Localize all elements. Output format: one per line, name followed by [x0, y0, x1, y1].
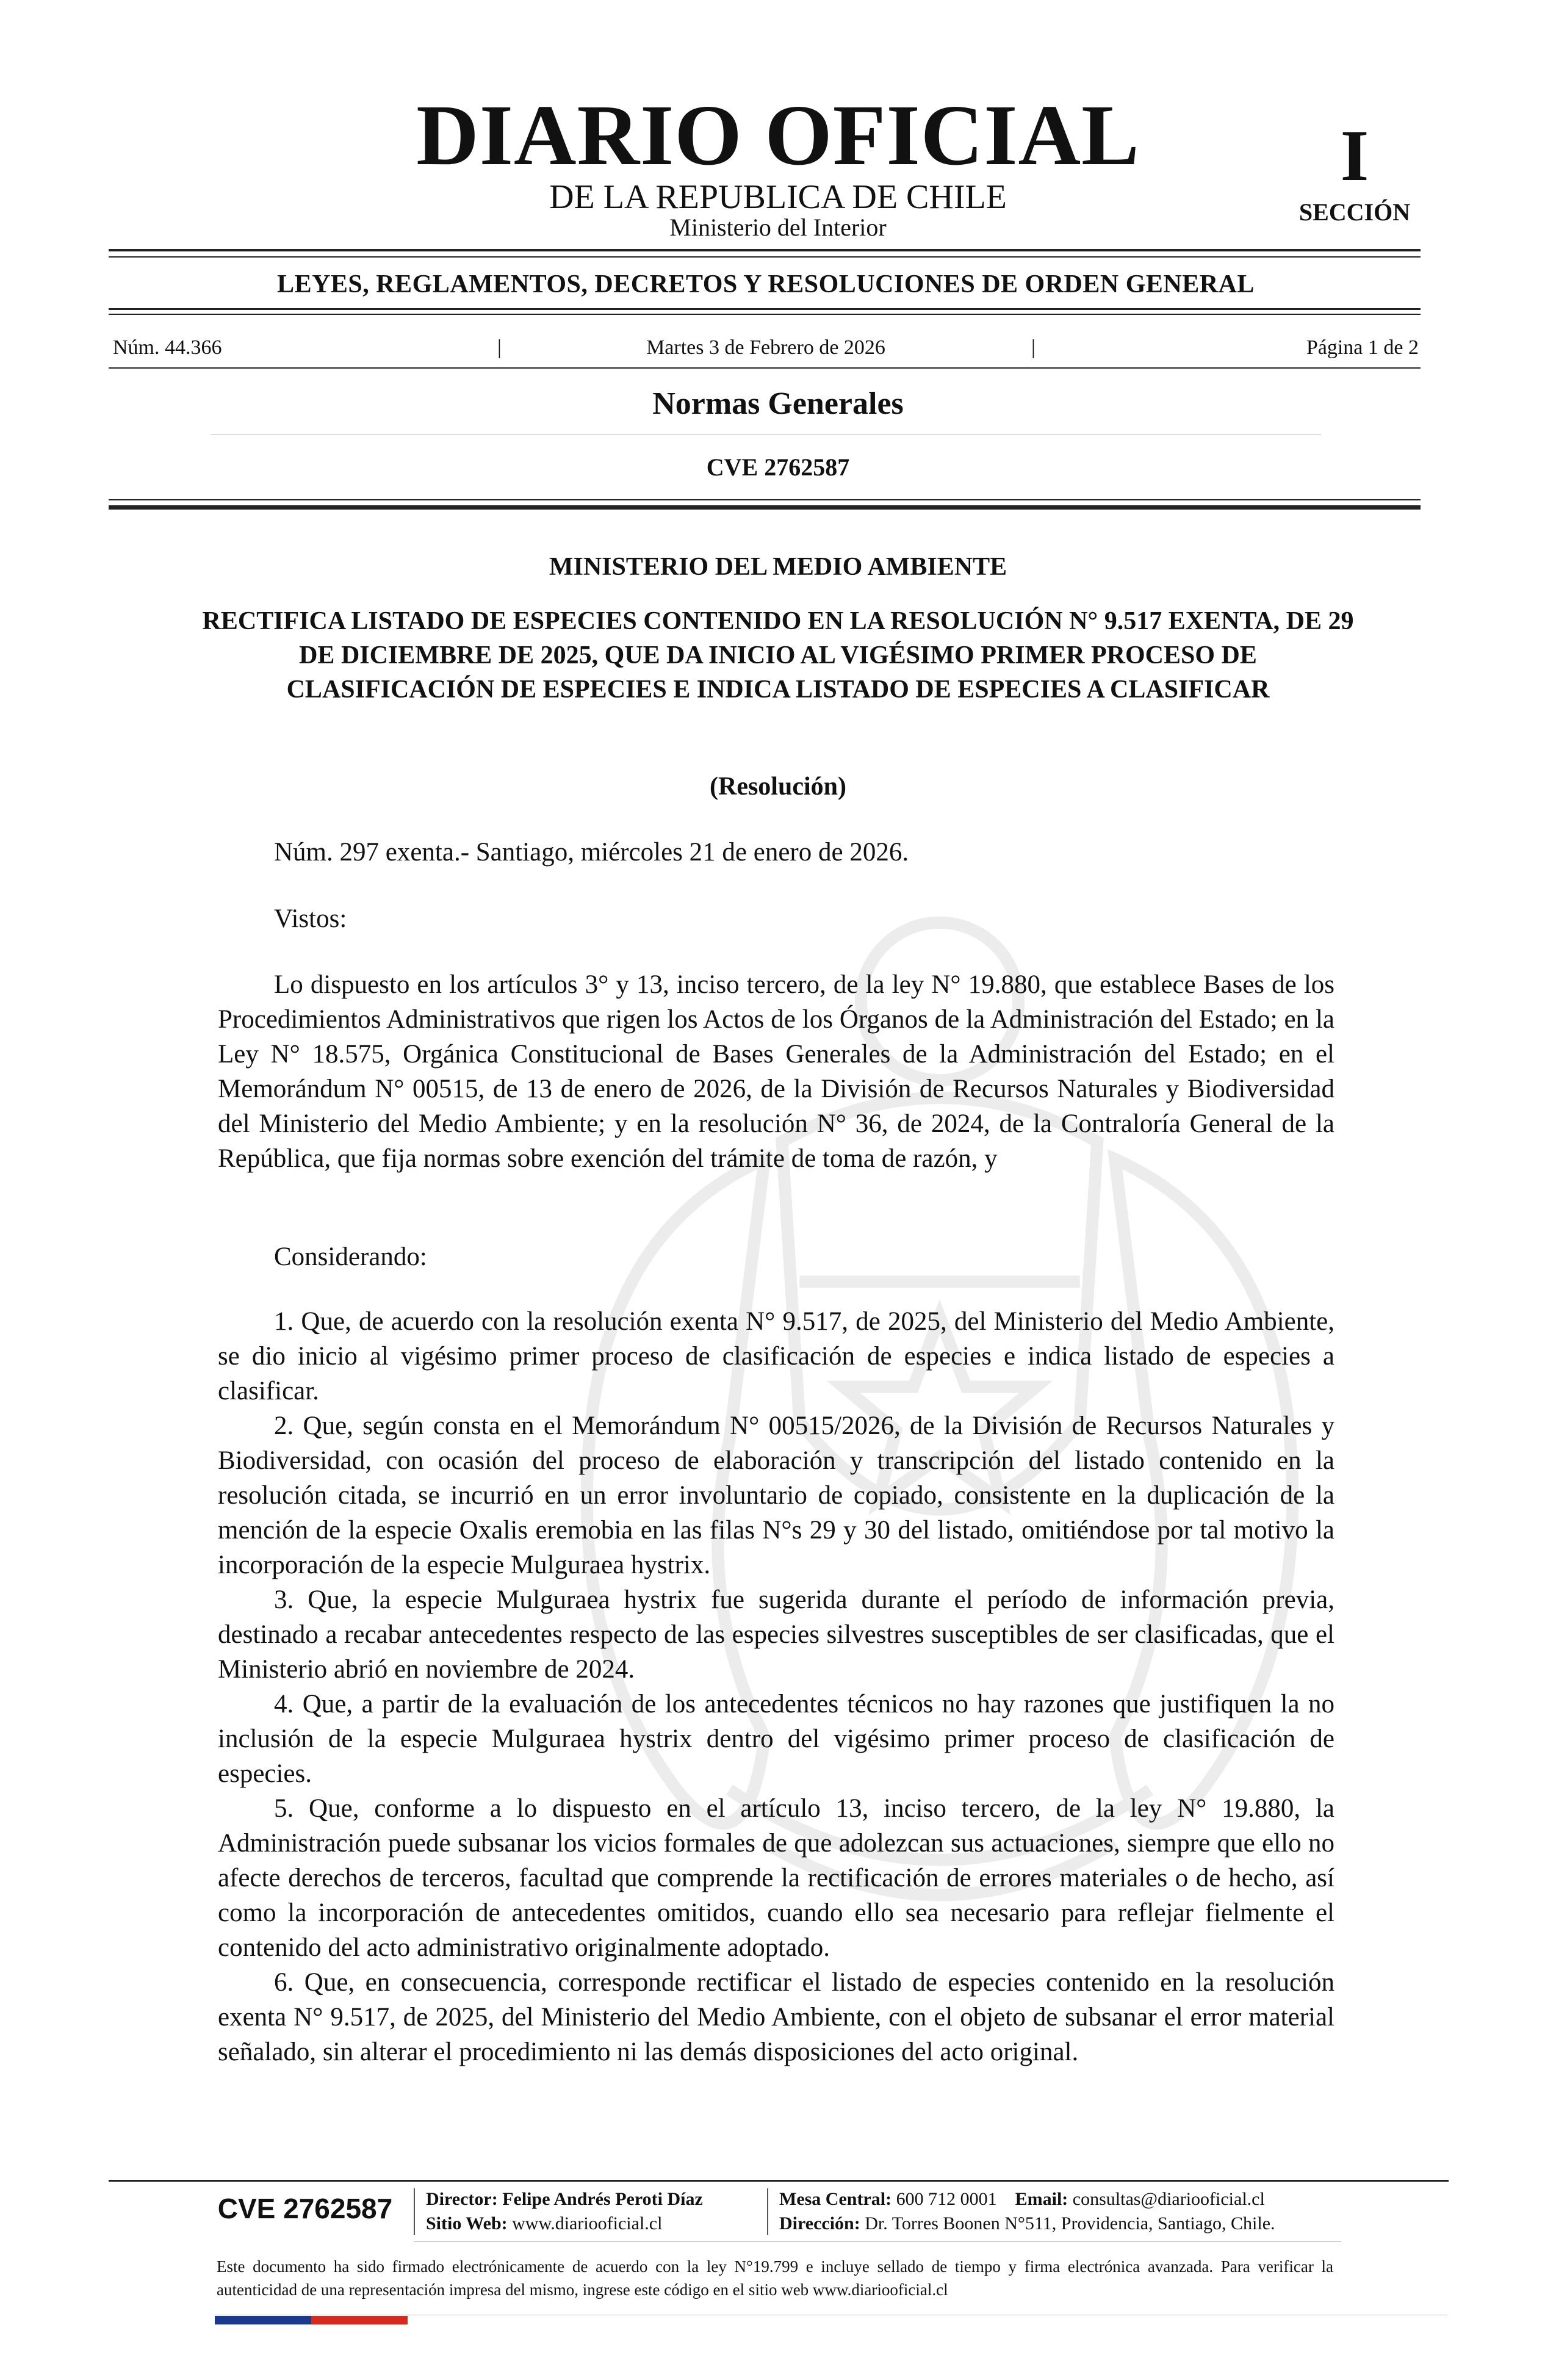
newspaper-ministry: Ministerio del Interior	[669, 214, 887, 241]
footer-contact-block	[779, 2187, 1275, 2236]
issuing-ministry: MINISTERIO DEL MEDIO AMBIENTE	[549, 553, 1007, 581]
masthead-rule-top-thin	[109, 256, 1421, 258]
footer-cve-code: CVE 2762587	[217, 2193, 393, 2224]
footer-rule-top	[109, 2180, 1449, 2182]
footer-divider	[414, 2188, 415, 2235]
vistos-paragraph	[218, 967, 1334, 1176]
website-link[interactable]: www.diariooficial.cl	[512, 2213, 663, 2234]
section-heading: Normas Generales	[652, 386, 904, 421]
issue-separator: |	[497, 336, 502, 359]
cve-code: CVE 2762587	[706, 453, 850, 481]
newspaper-title: DIARIO OFICIAL	[416, 87, 1140, 183]
issue-info-row	[113, 333, 1419, 363]
email-label: Email:	[1015, 2189, 1068, 2209]
footer-signature-note: Este documento ha sido firmado electrónicamente de acuerdo con la ley N°19.799 e incluye sellado de tiempo y firma electrónica avanzada. Para verificar la autenticidad de una representación impresa del mismo, ingrese este código en el sitio web www.diariooficial.cl	[217, 2257, 1333, 2299]
issue-separator: |	[1031, 336, 1036, 359]
considerando-item: 1. Que, de acuerdo con la resolución exenta N° 9.517, de 2025, del Ministerio del Medio Ambiente, se dio inicio al vigésimo primer proceso de clasificación de especies e indica listado de especies a clasificar.	[218, 1307, 1334, 1405]
laws-rule-bottom-thin	[109, 314, 1421, 315]
considerando-item: 5. Que, conforme a lo dispuesto en el artículo 13, inciso tercero, de la ley N° 19.880, la Administración puede subsanar los vicios formales de que adolezcan sus actuaciones, siempre que ello no afecte derechos de terceros, facultad que comprende la rectificación de errores materiales o de hecho, así como la incorporación de antecedentes omitidos, cuando ello sea necesario para reflejar fielmente el contenido del acto administrativo originalmente adoptado.	[218, 1794, 1334, 1962]
laws-title: LEYES, REGLAMENTOS, DECRETOS Y RESOLUCIONES DE ORDEN GENERAL	[277, 270, 1255, 298]
mesa-label: Mesa Central:	[779, 2189, 892, 2209]
vistos-label: Vistos:	[274, 904, 347, 933]
flag-stripe-red	[311, 2316, 408, 2324]
section-number: I	[1340, 115, 1369, 196]
address-text: Dr. Torres Boonen N°511, Providencia, Santiago, Chile.	[865, 2213, 1275, 2234]
issue-number: Núm. 44.366	[113, 336, 222, 359]
document-type: (Resolución)	[710, 773, 846, 801]
considerando-item: 2. Que, según consta en el Memorándum N° 00515/2026, de la División de Recursos Naturales y Biodiversidad, con ocasión del proceso de elaboración y transcripción del listado contenido en la resolución citada, se incurrió en un error involuntario de copiado, consistente en la duplicación de la mención de la especie Oxalis eremobia en las filas N°s 29 y 30 del listado, omitiéndose por tal motivo la incorporación de la especie Mulguraea hystrix.	[218, 1412, 1334, 1579]
newspaper-subtitle: DE LA REPUBLICA DE CHILE	[549, 178, 1007, 216]
page-indicator: Página 1 de 2	[1306, 336, 1419, 359]
considerando-item: 4. Que, a partir de la evaluación de los antecedentes técnicos no hay razones que justifiquen la no inclusión de la especie Mulguraea hystrix dentro del vigésimo primer proceso de clasificación de especies.	[218, 1690, 1334, 1788]
director-name: Felipe Andrés Peroti Díaz	[502, 2189, 703, 2209]
website-label: Sitio Web:	[426, 2213, 508, 2234]
footer-divider	[767, 2188, 768, 2235]
considerando-label: Considerando:	[274, 1242, 427, 1271]
issue-date: Martes 3 de Febrero de 2026	[646, 336, 885, 359]
director-label: Director:	[426, 2189, 498, 2209]
flag-stripe-blue	[215, 2316, 311, 2324]
email-link[interactable]: consultas@diariooficial.cl	[1072, 2189, 1265, 2209]
document-title: RECTIFICA LISTADO DE ESPECIES CONTENIDO EN LA RESOLUCIÓN N° 9.517 EXENTA, DE 29 DE DICIEMBRE DE 2025, QUE DA INICIO AL VIGÉSIMO PRIMER PROCESO DE CLASIFICACIÓN DE ESPECIES E INDICA LISTADO DE ESPECIES A CLASIFICAR	[202, 607, 1354, 704]
issue-rule	[109, 367, 1421, 369]
footer-director-block	[426, 2187, 703, 2236]
resolution-number-line: Núm. 297 exenta.- Santiago, miércoles 21 de enero de 2026.	[274, 838, 909, 867]
section-label: SECCIÓN	[1298, 198, 1411, 226]
considerando-item: 3. Que, la especie Mulguraea hystrix fue sugerida durante el período de información previa, destinado a recabar antecedentes respecto de las especies silvestres susceptibles de ser clasificadas, que el Ministerio abrió en noviembre de 2024.	[218, 1585, 1334, 1684]
address-label: Dirección:	[779, 2213, 860, 2234]
masthead-rule-top	[109, 249, 1421, 251]
header-rule-thin	[109, 499, 1421, 500]
considerandos-list	[218, 1304, 1334, 2069]
considerando-item: 6. Que, en consecuencia, corresponde rectificar el listado de especies contenido en la resolución exenta N° 9.517, de 2025, del Ministerio del Medio Ambiente, con el objeto de subsanar el error material señalado, sin alterar el procedimiento ni las demás disposiciones del acto original.	[218, 1968, 1334, 2066]
mesa-phone: 600 712 0001	[896, 2189, 997, 2209]
vistos-text: Lo dispuesto en los artículos 3° y 13, inciso tercero, de la ley N° 19.880, que establece Bases de los Procedimientos Administrativos que rigen los Actos de los Órganos de la Administración del Estado; en la Ley N° 18.575, Orgánica Constitucional de Bases Generales de la Administración del Estado; en el Memorándum N° 00515, de 13 de enero de 2026, de la División de Recursos Naturales y Biodiversidad del Ministerio del Medio Ambiente; y en la resolución N° 36, de 2024, de la Contraloría General de la República, que fija normas sobre exención del trámite de toma de razón, y	[218, 970, 1334, 1173]
laws-rule-bottom	[109, 308, 1421, 310]
header-rule-thick	[109, 505, 1421, 510]
